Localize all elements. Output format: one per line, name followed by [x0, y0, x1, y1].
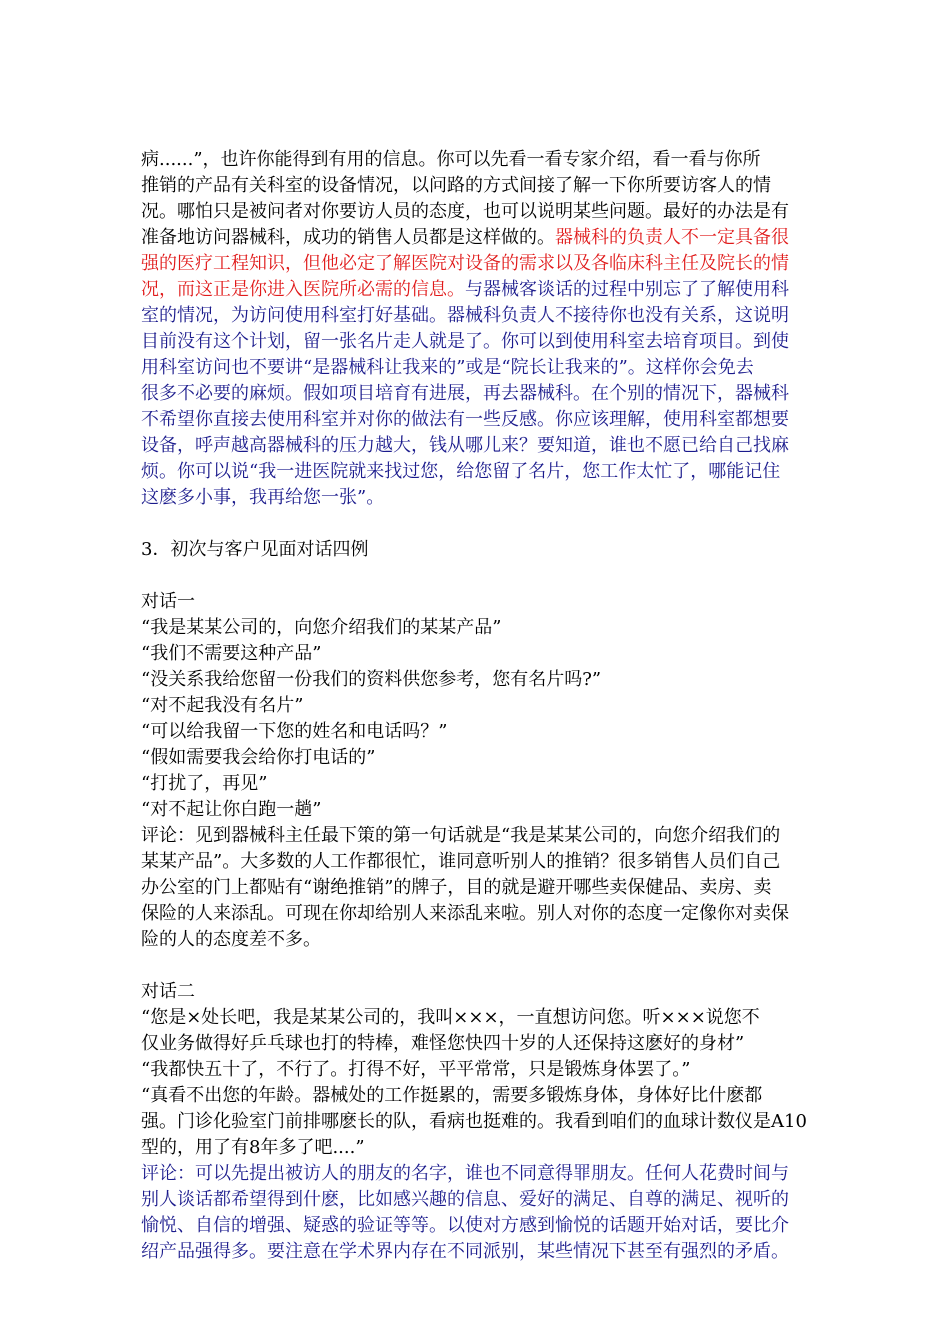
- text-line: [141, 199, 841, 225]
- document-body: [141, 147, 841, 1265]
- highlighted-text-run: 器械科的负责人不一定具备很: [555, 227, 789, 248]
- text-run: 推销的产品有关科室的设备情况，以问路的方式间接了解一下你所要访客人的情: [141, 175, 771, 196]
- text-run: 很多不必要的麻烦。假如项目培育有进展，再去器械科。在个别的情况下，器械科: [141, 383, 789, 404]
- comment-line: 险的人的态度差不多。: [141, 929, 321, 950]
- dialog-line: “对不起让你白跑一趟”: [141, 799, 322, 820]
- dialog-line: “真看不出您的年龄。器械处的工作挺累的，需要多锻炼身体，身体好比什麽都: [141, 1085, 763, 1106]
- text-run: 用科室访问也不要讲“是器械科让我来的”或是“院长让我来的”。这样你会免去: [141, 357, 754, 378]
- text-line: [141, 381, 841, 407]
- text-run: 准备地访问器械科，成功的销售人员都是这样做的。: [141, 227, 555, 248]
- comment-line: 别人谈话都希望得到什麽，比如感兴趣的信息、爱好的满足、自尊的满足、视听的: [141, 1189, 789, 1210]
- comment-line: 愉悦、自信的增强、疑惑的验证等等。以使对方感到愉悦的话题开始对话，要比介: [141, 1215, 789, 1236]
- text-line: [141, 329, 841, 355]
- text-run: 不希望你直接去使用科室并对你的做法有一些反感。你应该理解，使用科室都想要: [141, 409, 789, 430]
- blank-line: [141, 511, 841, 537]
- dialog-line: “您是×处长吧，我是某某公司的，我叫×××，一直想访问您。听×××说您不: [141, 1007, 760, 1028]
- comment-line: 评论：可以先提出被访人的朋友的名字，谁也不同意得罪朋友。任何人花费时间与: [141, 1163, 789, 1184]
- text-run: 这麽多小事，我再给您一张”。: [141, 487, 385, 508]
- text-line: [141, 303, 841, 329]
- dialog-line: “假如需要我会给你打电话的”: [141, 747, 376, 768]
- text-run: 况。哪怕只是被问者对你要访人员的态度，也可以说明某些问题。最好的办法是有: [141, 201, 789, 222]
- text-line: [141, 225, 841, 251]
- dialog-line: “对不起我没有名片”: [141, 695, 304, 716]
- dialog-line: 强。门诊化验室门前排哪麽长的队，看病也挺难的。我看到咱们的血球计数仪是A10: [141, 1111, 807, 1132]
- text-line: [141, 251, 841, 277]
- text-line: [141, 407, 841, 433]
- comment-line: 绍产品强得多。要注意在学术界内存在不同派别，某些情况下甚至有强烈的矛盾。: [141, 1241, 789, 1262]
- text-run: 与器械客谈话的过程中别忘了了解使用科: [465, 279, 789, 300]
- text-line: [141, 147, 841, 173]
- comment-line: 某某产品”。大多数的人工作都很忙，谁同意听别人的推销？很多销售人员们自己: [141, 851, 781, 872]
- text-run: 设备，呼声越高器械科的压力越大，钱从哪儿来？要知道，谁也不愿已给自己找麻: [141, 435, 789, 456]
- text-line: [141, 485, 841, 511]
- dialog-line: “我是某某公司的，向您介绍我们的某某产品”: [141, 617, 502, 638]
- text-line: [141, 173, 841, 199]
- dialog-line: “可以给我留一下您的姓名和电话吗？”: [141, 721, 448, 742]
- text-run: 目前没有这个计划，留一张名片走人就是了。你可以到使用科室去培育项目。到使: [141, 331, 789, 352]
- text-line: [141, 433, 841, 459]
- dialog-one: [141, 589, 841, 953]
- text-line: [141, 355, 841, 381]
- section-heading: 3．初次与客户见面对话四例: [141, 539, 369, 560]
- text-run: 烦。你可以说“我一进医院就来找过您，给您留了名片，您工作太忙了，哪能记住: [141, 461, 781, 482]
- dialog-two: [141, 979, 841, 1265]
- dialog-line: “没关系我给您留一份我们的资料供您参考，您有名片吗?”: [141, 669, 602, 690]
- dialog-title: 对话一: [141, 591, 195, 612]
- text-run: 室的情况，为访问使用科室打好基础。器械科负责人不接待你也没有关系，这说明: [141, 305, 789, 326]
- paragraph-visiting-equipment-department: [141, 147, 841, 511]
- dialog-line: 型的，用了有8年多了吧....”: [141, 1137, 365, 1158]
- dialog-line: “我们不需要这种产品”: [141, 643, 322, 664]
- comment-line: 保险的人来添乱。可现在你却给别人来添乱来啦。别人对你的态度一定像你对卖保: [141, 903, 789, 924]
- blank-line: [141, 563, 841, 589]
- highlighted-text-run: 况，而这正是你进入医院所必需的信息。: [141, 279, 465, 300]
- dialog-line: 仅业务做得好乒乓球也打的特棒，难怪您快四十岁的人还保持这麽好的身材”: [141, 1033, 745, 1054]
- dialog-line: “我都快五十了，不行了。打得不好，平平常常，只是锻炼身体罢了。”: [141, 1059, 691, 1080]
- text-line: [141, 459, 841, 485]
- blank-line: [141, 953, 841, 979]
- dialog-line: “打扰了，再见”: [141, 773, 268, 794]
- text-line: [141, 277, 841, 303]
- dialog-title: 对话二: [141, 981, 195, 1002]
- comment-line: 办公室的门上都贴有“谢绝推销”的牌子，目的就是避开哪些卖保健品、卖房、卖: [141, 877, 772, 898]
- text-run: 病......”，也许你能得到有用的信息。你可以先看一看专家介绍，看一看与你所: [141, 149, 761, 170]
- highlighted-text-run: 强的医疗工程知识，但他必定了解医院对设备的需求以及各临床科主任及院长的情: [141, 253, 789, 274]
- comment-line: 评论：见到器械科主任最下策的第一句话就是“我是某某公司的，向您介绍我们的: [141, 825, 781, 846]
